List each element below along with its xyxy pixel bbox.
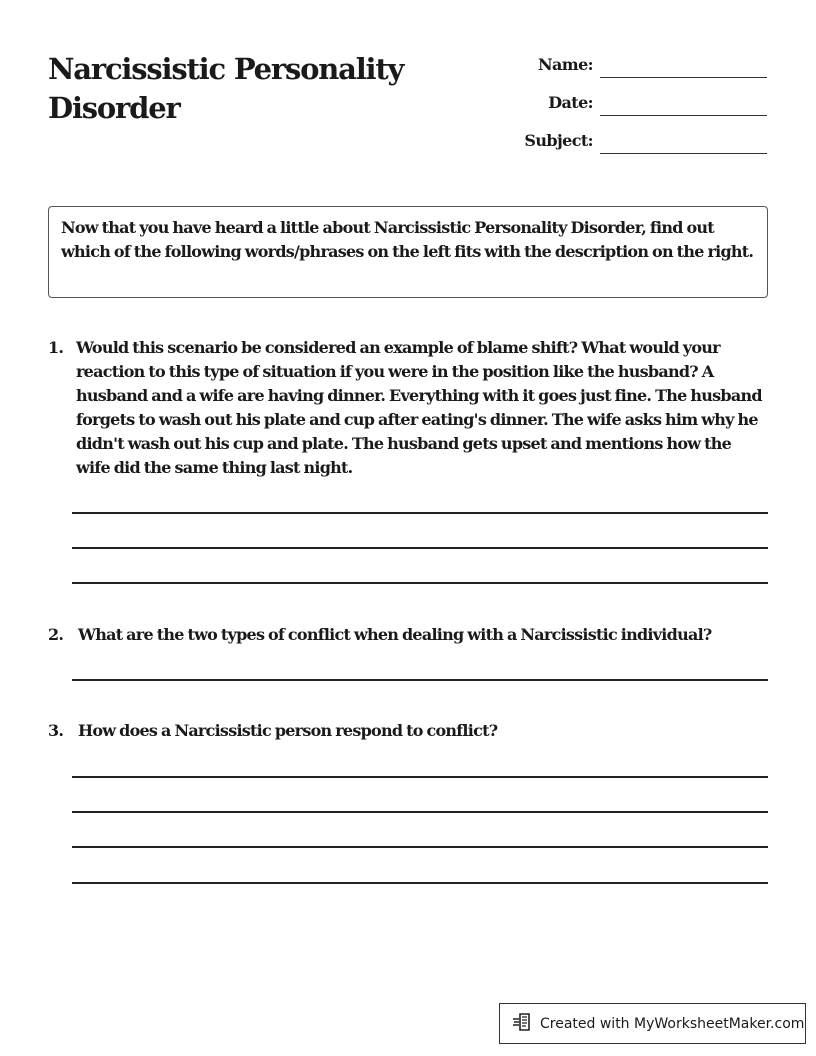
name-label: Name: (537, 55, 593, 74)
question-2 (48, 623, 768, 647)
answer-line[interactable] (72, 776, 768, 778)
question-text: What are the two types of conflict when dealing with a Narcissistic individual? (78, 625, 712, 644)
question-text: Would this scenario be considered an example of blame shift? What would your reaction to this type of situation if you were in the position like the husband? A husband and a wife are having dinner. Everything with it goes just fine. The husband forgets to wash out his plate and cup after eating's dinner. The wife asks him why he didn't wash out his cup and plate. The husband gets upset and mentions how the wife did the same thing last night. (76, 338, 762, 477)
subject-input-line[interactable] (600, 153, 767, 154)
instructions-text: Now that you have heard a little about Narcissistic Personality Disorder, find out which of the following words/phrases on the left fits with the description on the right. (61, 218, 754, 261)
question-3 (48, 719, 768, 743)
question-number: 2. (48, 625, 64, 644)
date-input-line[interactable] (600, 115, 767, 116)
date-label: Date: (548, 93, 593, 112)
badge-text: Created with MyWorksheetMaker.com (540, 1015, 805, 1032)
answer-line[interactable] (72, 512, 768, 514)
name-field (470, 54, 767, 78)
answer-line[interactable] (72, 582, 768, 584)
name-input-line[interactable] (600, 77, 767, 78)
answer-line[interactable] (72, 811, 768, 813)
question-number: 3. (48, 721, 64, 740)
title-line-2: Disorder (48, 91, 180, 125)
created-with-badge[interactable] (499, 1003, 806, 1044)
subject-field (470, 130, 767, 154)
question-text: How does a Narcissistic person respond to conflict? (78, 721, 498, 740)
answer-line[interactable] (72, 547, 768, 549)
date-field (470, 92, 767, 116)
answer-line[interactable] (72, 882, 768, 884)
worksheet-maker-logo-icon (512, 1011, 540, 1037)
subject-label: Subject: (524, 131, 593, 150)
title-line-1: Narcissistic Personality (48, 52, 404, 86)
question-number: 1. (48, 338, 64, 357)
answer-line[interactable] (72, 846, 768, 848)
answer-line[interactable] (72, 679, 768, 681)
question-1 (48, 336, 768, 480)
instructions-box (48, 206, 768, 298)
page-title (48, 50, 468, 128)
